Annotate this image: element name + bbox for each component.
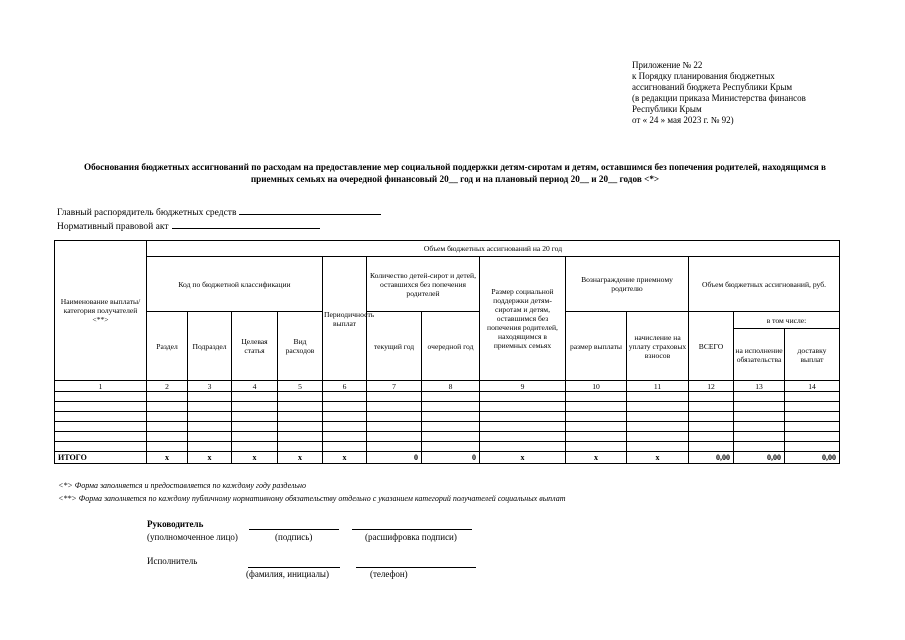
total-cell: x xyxy=(323,452,367,464)
header-pay-size: размер выплаты xyxy=(566,312,627,381)
title-line-2: приемных семьях на очередной финансовый 20__ год и на плановый период 20__ и 20__ годов <*> xyxy=(250,174,660,184)
col-number: 4 xyxy=(232,381,278,392)
manager-input-line[interactable] xyxy=(239,205,381,215)
table-row[interactable] xyxy=(55,402,840,412)
total-cell: x xyxy=(566,452,627,464)
table-row[interactable] xyxy=(55,442,840,452)
manager-label: Главный распорядитель бюджетных средств xyxy=(57,208,237,218)
col-number: 10 xyxy=(566,381,627,392)
manager-field xyxy=(57,205,381,218)
col-number: 6 xyxy=(323,381,367,392)
header-current-year: текущий год xyxy=(367,312,422,381)
col-number: 3 xyxy=(188,381,232,392)
name-hint: (фамилия, инициалы) xyxy=(246,569,329,579)
document-title xyxy=(60,161,850,185)
header-budget: Объем бюджетных ассигнований, руб. xyxy=(689,257,840,312)
header-obligation: на исполнение обязательства xyxy=(734,329,785,381)
header-including: в том числе: xyxy=(734,312,840,329)
appendix-block xyxy=(632,60,892,126)
col-number: 14 xyxy=(785,381,840,392)
header-total: ВСЕГО xyxy=(689,312,734,381)
table-row[interactable] xyxy=(55,422,840,432)
total-cell: 0,00 xyxy=(785,452,840,464)
executor-label: Исполнитель xyxy=(147,556,198,566)
head-signature-line[interactable] xyxy=(249,529,339,530)
total-cell: x xyxy=(278,452,323,464)
header-section: Раздел xyxy=(147,312,188,381)
head-label: Руководитель xyxy=(147,519,204,529)
total-cell: x xyxy=(627,452,689,464)
header-volume: Объем бюджетных ассигнований на 20 год xyxy=(147,241,840,257)
col-number: 5 xyxy=(278,381,323,392)
column-number-row xyxy=(55,381,840,392)
act-input-line[interactable] xyxy=(172,219,320,229)
appendix-line: (в редакции приказа Министерства финансов xyxy=(632,93,806,103)
col-number: 13 xyxy=(734,381,785,392)
col-number: 11 xyxy=(627,381,689,392)
total-label: ИТОГО xyxy=(55,452,147,464)
signature-hint: (подпись) xyxy=(275,532,313,542)
header-expense: Вид расходов xyxy=(278,312,323,381)
appendix-line: ассигнований бюджета Республики Крым xyxy=(632,82,793,92)
total-cell: 0 xyxy=(422,452,480,464)
footnote-2: <**> Форма заполняется по каждому публичному нормативному обязательству отдельно с указанием категорий получателей социальных выплат xyxy=(58,494,566,503)
table-row[interactable] xyxy=(55,412,840,422)
total-cell: x xyxy=(188,452,232,464)
head-sub-label: (уполномоченное лицо) xyxy=(147,532,238,542)
header-delivery: доставку выплат xyxy=(785,329,840,381)
total-cell: x xyxy=(232,452,278,464)
total-row xyxy=(55,452,840,464)
header-periodicity: Периодичность выплат xyxy=(323,257,367,381)
phone-hint: (телефон) xyxy=(370,569,408,579)
col-number: 1 xyxy=(55,381,147,392)
col-number: 9 xyxy=(480,381,566,392)
budget-table xyxy=(54,240,840,464)
header-subsection: Подраздел xyxy=(188,312,232,381)
col-number: 8 xyxy=(422,381,480,392)
total-cell: 0,00 xyxy=(734,452,785,464)
executor-name-line[interactable] xyxy=(248,567,340,568)
header-children: Количество детей-сирот и детей, оставшихся без попечения родителей xyxy=(367,257,480,312)
total-cell: x xyxy=(147,452,188,464)
act-field xyxy=(57,219,320,232)
header-support-size: Размер социальной поддержки детям-сиротам и детям, оставшимся без попечения родителей, находящимся в приемных семьях xyxy=(480,257,566,381)
appendix-line: от « 24 » мая 2023 г. № 92) xyxy=(632,115,734,125)
footnotes xyxy=(58,479,565,505)
appendix-line: к Порядку планирования бюджетных xyxy=(632,71,775,81)
title-line-1: Обоснования бюджетных ассигнований по расходам на предоставление мер социальной поддержки детям-сиротам и детям, оставшимся без попечения родителей, находящимся в xyxy=(84,162,826,172)
appendix-line: Приложение № 22 xyxy=(632,60,703,70)
head-decode-line[interactable] xyxy=(352,529,472,530)
header-next-year: очередной год xyxy=(422,312,480,381)
header-recipient: Наименование выплаты/категория получателей <**> xyxy=(55,241,147,381)
table-row[interactable] xyxy=(55,392,840,402)
col-number: 12 xyxy=(689,381,734,392)
col-number: 7 xyxy=(367,381,422,392)
decode-hint: (расшифровка подписи) xyxy=(365,532,457,542)
header-code: Код по бюджетной классификации xyxy=(147,257,323,312)
total-cell: 0,00 xyxy=(689,452,734,464)
executor-phone-line[interactable] xyxy=(356,567,476,568)
header-insurance: начисление на уплату страховых взносов xyxy=(627,312,689,381)
footnote-1: <*> Форма заполняется и предоставляется по каждому году раздельно xyxy=(58,481,307,490)
header-target: Целевая статья xyxy=(232,312,278,381)
header-reward: Вознаграждение приемному родителю xyxy=(566,257,689,312)
total-cell: x xyxy=(480,452,566,464)
appendix-line: Республики Крым xyxy=(632,104,702,114)
col-number: 2 xyxy=(147,381,188,392)
table-row[interactable] xyxy=(55,432,840,442)
act-label: Нормативный правовой акт xyxy=(57,222,169,232)
total-cell: 0 xyxy=(367,452,422,464)
